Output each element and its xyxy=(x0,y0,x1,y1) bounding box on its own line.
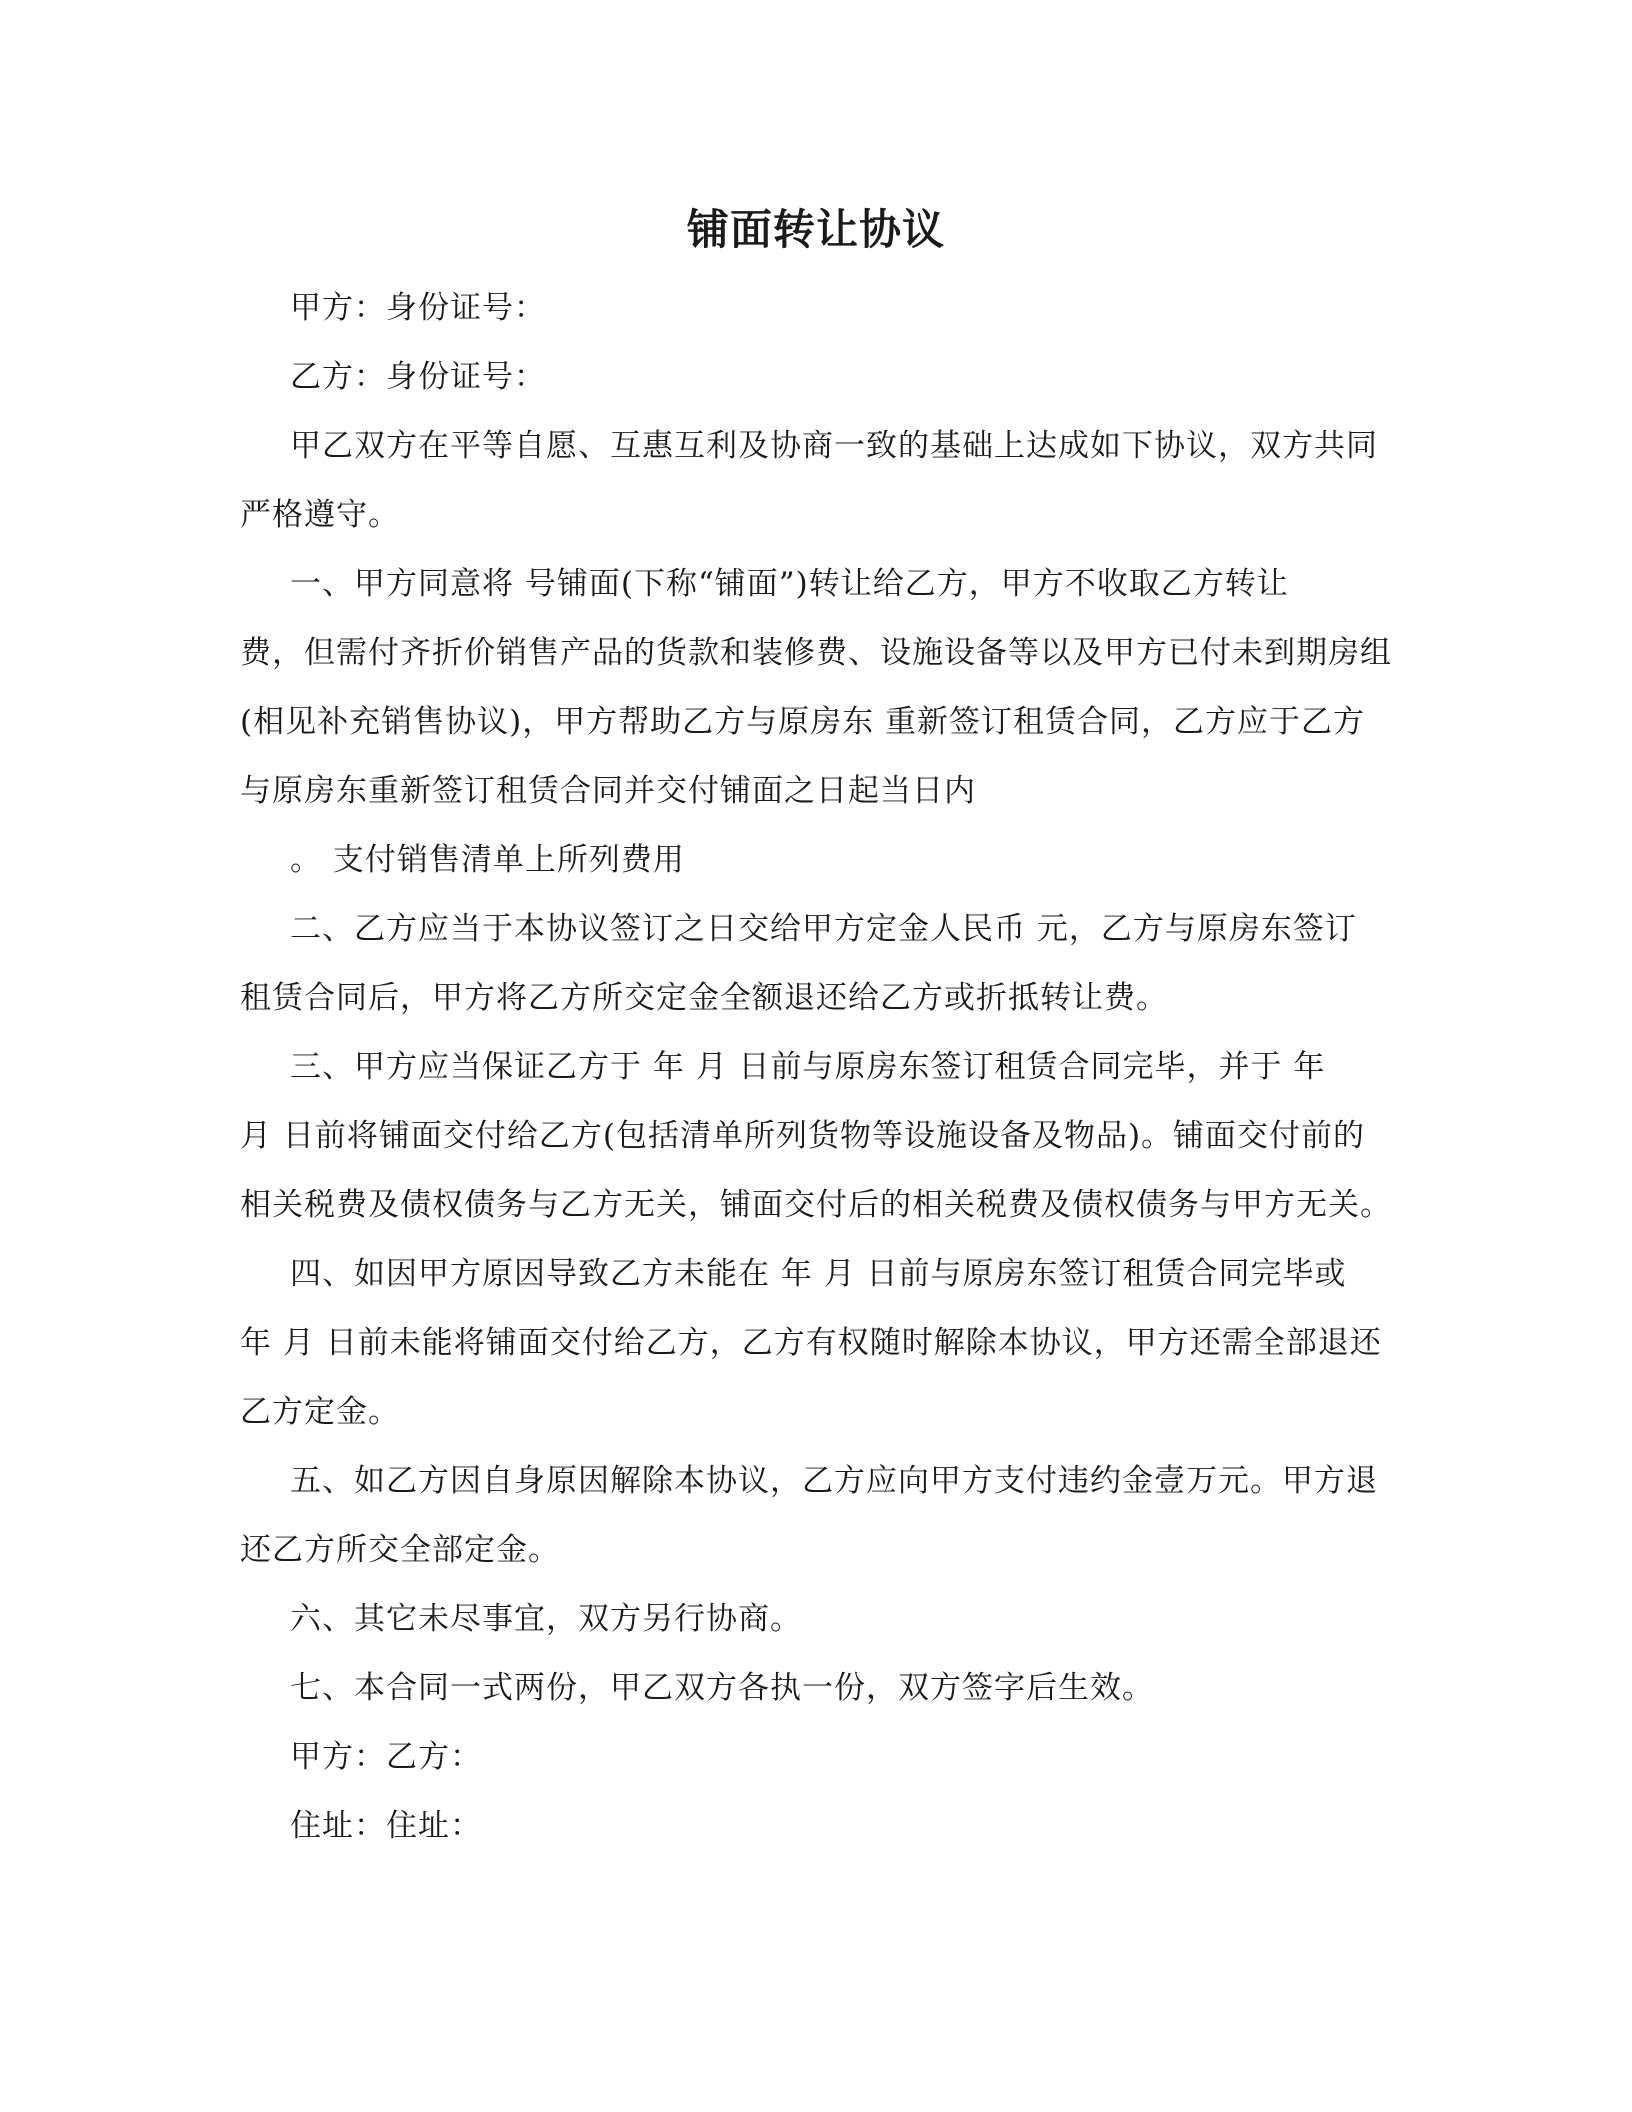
document-title: 铺面转让协议 xyxy=(686,205,945,254)
clause2-line-2: 租赁合同后，甲方将乙方所交定金全额退还给乙方或折抵转让费。 xyxy=(240,980,1168,1016)
clause1-line-2: 费，但需付齐折价销售产品的货款和装修费、设施设备等以及甲方已付未到期房组 xyxy=(240,635,1392,671)
signature-parties-line: 甲方：乙方： xyxy=(290,1739,482,1775)
preamble-line-2: 严格遵守。 xyxy=(240,497,400,533)
clause4-line-2: 年 月 日前未能将铺面交付给乙方，乙方有权随时解除本协议，甲方还需全部退还 xyxy=(240,1325,1382,1361)
clause1-line-1: 一、甲方同意将 号铺面(下称“铺面”)转让给乙方，甲方不收取乙方转让 xyxy=(290,566,1289,602)
clause3-line-2: 月 日前将铺面交付给乙方(包括清单所列货物等设施设备及物品)。铺面交付前的 xyxy=(240,1118,1366,1154)
party-b-id-line: 乙方：身份证号： xyxy=(290,359,546,395)
preamble-line-1: 甲乙双方在平等自愿、互惠互利及协商一致的基础上达成如下协议，双方共同 xyxy=(290,428,1378,464)
clause3-line-1: 三、甲方应当保证乙方于 年 月 日前与原房东签订租赁合同完毕，并于 年 xyxy=(290,1049,1326,1085)
clause3-line-3: 相关税费及债权债务与乙方无关，铺面交付后的相关税费及债权债务与甲方无关。 xyxy=(240,1187,1392,1223)
clause6-line: 六、其它未尽事宜，双方另行协商。 xyxy=(290,1601,802,1637)
clause1-line-4: 与原房东重新签订租赁合同并交付铺面之日起当日内 xyxy=(240,773,976,809)
signature-address-line: 住址：住址： xyxy=(290,1808,482,1844)
clause7-line: 七、本合同一式两份，甲乙双方各执一份，双方签字后生效。 xyxy=(290,1670,1154,1706)
clause4-line-3: 乙方定金。 xyxy=(240,1394,400,1430)
clause1-line-3: (相见补充销售协议)，甲方帮助乙方与原房东 重新签订租赁合同，乙方应于乙方 xyxy=(240,704,1366,740)
party-a-id-line: 甲方：身份证号： xyxy=(290,290,546,326)
clause4-line-1: 四、如因甲方原因导致乙方未能在 年 月 日前与原房东签订租赁合同完毕或 xyxy=(290,1256,1347,1292)
clause5-line-2: 还乙方所交全部定金。 xyxy=(240,1532,560,1568)
clause1-line-5: 。 支付销售清单上所列费用 xyxy=(290,842,685,878)
clause5-line-1: 五、如乙方因自身原因解除本协议，乙方应向甲方支付违约金壹万元。甲方退 xyxy=(290,1463,1378,1499)
clause2-line-1: 二、乙方应当于本协议签订之日交给甲方定金人民币 元，乙方与原房东签订 xyxy=(290,911,1357,947)
